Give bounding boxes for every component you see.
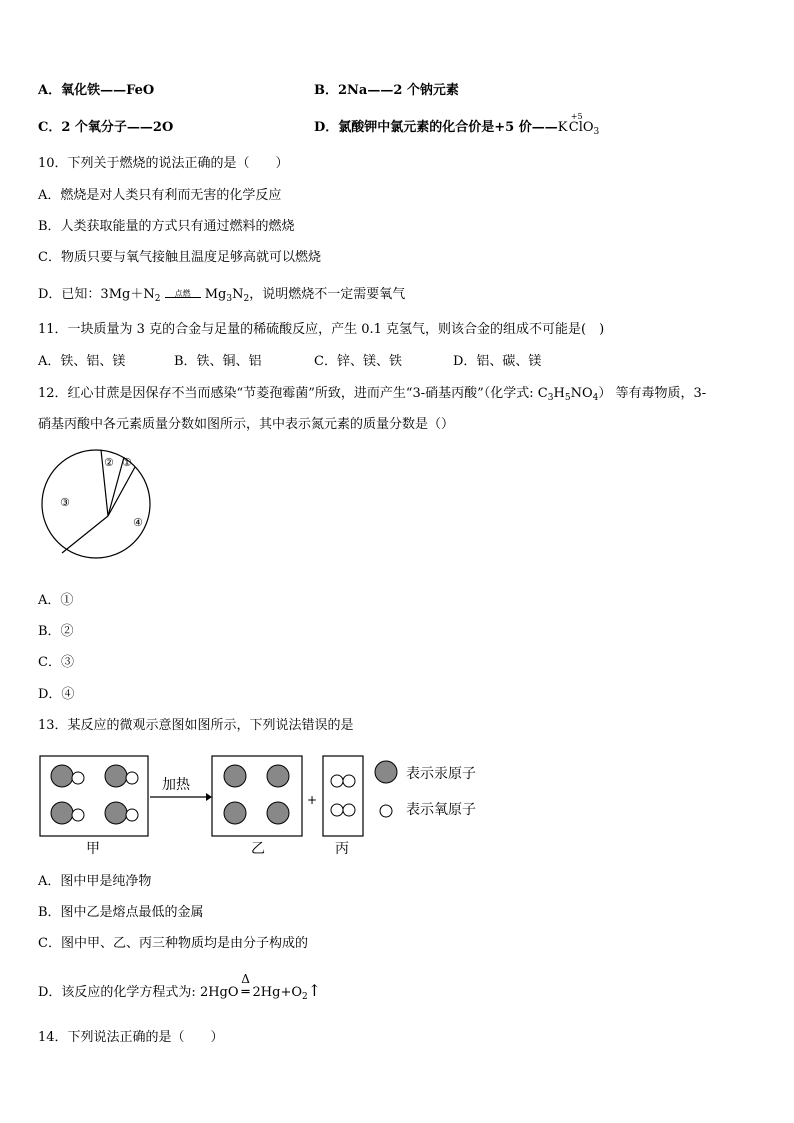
q10-option-b[interactable]: B．人类获取能量的方式只有通过燃料的燃烧 bbox=[38, 219, 295, 234]
box-bing bbox=[323, 756, 363, 836]
q12-option-d[interactable]: D．④ bbox=[38, 687, 75, 702]
q12-option-c[interactable]: C．③ bbox=[38, 655, 74, 670]
q10-option-a[interactable]: A．燃烧是对人类只有利而无害的化学反应 bbox=[38, 188, 282, 203]
pie-label-3: ③ bbox=[60, 496, 70, 509]
q11-option-c[interactable]: C．锌、镁、铁 bbox=[314, 354, 402, 369]
pie-label-4: ④ bbox=[133, 516, 143, 529]
q13-option-d[interactable] bbox=[38, 972, 322, 1006]
pie-label-2: ② bbox=[104, 456, 114, 469]
q12-option-b[interactable]: B．② bbox=[38, 624, 74, 639]
q10-d-suffix: ，说明燃烧不一定需要氧气 bbox=[249, 287, 406, 302]
subscript: 3 bbox=[226, 294, 233, 304]
q10-stem: 10．下列关于燃烧的说法正确的是（ ） bbox=[38, 156, 289, 171]
legend-hg-atom bbox=[375, 761, 397, 783]
legend-o-label: 表示氧原子 bbox=[406, 802, 476, 818]
pie-label-1: ① bbox=[122, 456, 132, 469]
q9-option-d-text: D．氯酸钾中氯元素的化合价是+5 价—— bbox=[314, 120, 558, 135]
q13-stem: 13．某反应的微观示意图如图所示，下列说法错误的是 bbox=[38, 718, 354, 733]
q9-option-d[interactable] bbox=[314, 112, 600, 141]
q11-option-b[interactable]: B．铁、铜、铝 bbox=[174, 354, 262, 369]
subscript: 2 bbox=[243, 294, 250, 304]
reaction-micro-diagram bbox=[38, 752, 498, 860]
box-label-jia: 甲 bbox=[86, 841, 100, 857]
q11-option-d[interactable]: D．铝、碳、镁 bbox=[453, 354, 542, 369]
q13-option-b[interactable]: B．图中乙是熔点最低的金属 bbox=[38, 905, 204, 920]
arrow-label: 加热 bbox=[162, 777, 190, 793]
reaction-condition: 点燃 bbox=[165, 288, 201, 302]
q10-d-product2: N bbox=[232, 287, 244, 302]
q12-stem-line1: 12．红心甘蔗是因保存不当而感染“节菱孢霉菌”所致，进而产生“3-硝基丙酸”（化学式: $C_3H_5NO_4$） 等有毒物质，3- bbox=[38, 386, 707, 403]
subscript: 2 bbox=[154, 294, 161, 304]
q10-option-d[interactable] bbox=[38, 286, 405, 308]
box-label-bing: 丙 bbox=[335, 841, 349, 857]
legend-o-atom bbox=[380, 805, 392, 817]
legend-hg-label: 表示汞原子 bbox=[406, 766, 476, 782]
arrow-head bbox=[206, 793, 212, 801]
q12-stem-line2: 硝基丙酸中各元素质量分数如图所示，其中表示氮元素的质量分数是（） bbox=[38, 417, 455, 432]
q12-option-a[interactable]: A．① bbox=[38, 593, 74, 608]
q13-option-a[interactable]: A．图中甲是纯净物 bbox=[38, 874, 152, 889]
q9-option-a[interactable]: A．氧化铁——FeO bbox=[38, 83, 155, 98]
q9-option-b[interactable]: B．2Na——2 个钠元素 bbox=[314, 83, 459, 98]
plus-sign: + bbox=[307, 793, 318, 807]
q10-d-prefix: D．已知：3Mg＋N bbox=[38, 287, 155, 302]
box-label-yi: 乙 bbox=[251, 841, 265, 857]
box-yi bbox=[212, 756, 302, 836]
element-mass-fraction-pie bbox=[38, 446, 154, 562]
q13-d-prefix: D．该反应的化学方程式为: bbox=[38, 985, 200, 1000]
q10-option-c[interactable]: C．物质只要与氧气接触且温度足够高就可以燃烧 bbox=[38, 250, 321, 265]
potassium-chlorate-formula: K +5 ClO$_3$ bbox=[557, 112, 600, 137]
q14-stem: 14．下列说法正确的是（ ） bbox=[38, 1030, 224, 1045]
q13-option-c[interactable]: C．图中甲、乙、丙三种物质均是由分子构成的 bbox=[38, 936, 308, 951]
q11-option-a[interactable]: A．铁、铝、镁 bbox=[38, 354, 126, 369]
decomposition-equation: 2HgO Δ ═ $2Hg+O_2↑$ bbox=[199, 972, 322, 1002]
q10-d-product: Mg bbox=[204, 287, 227, 302]
q9-option-c[interactable]: C．2 个氧分子——2O bbox=[38, 120, 174, 135]
q11-stem: 11．一块质量为 3 克的合金与足量的稀硫酸反应，产生 0.1 克氢气，则该合金的组成不可能是( ) bbox=[38, 322, 605, 337]
